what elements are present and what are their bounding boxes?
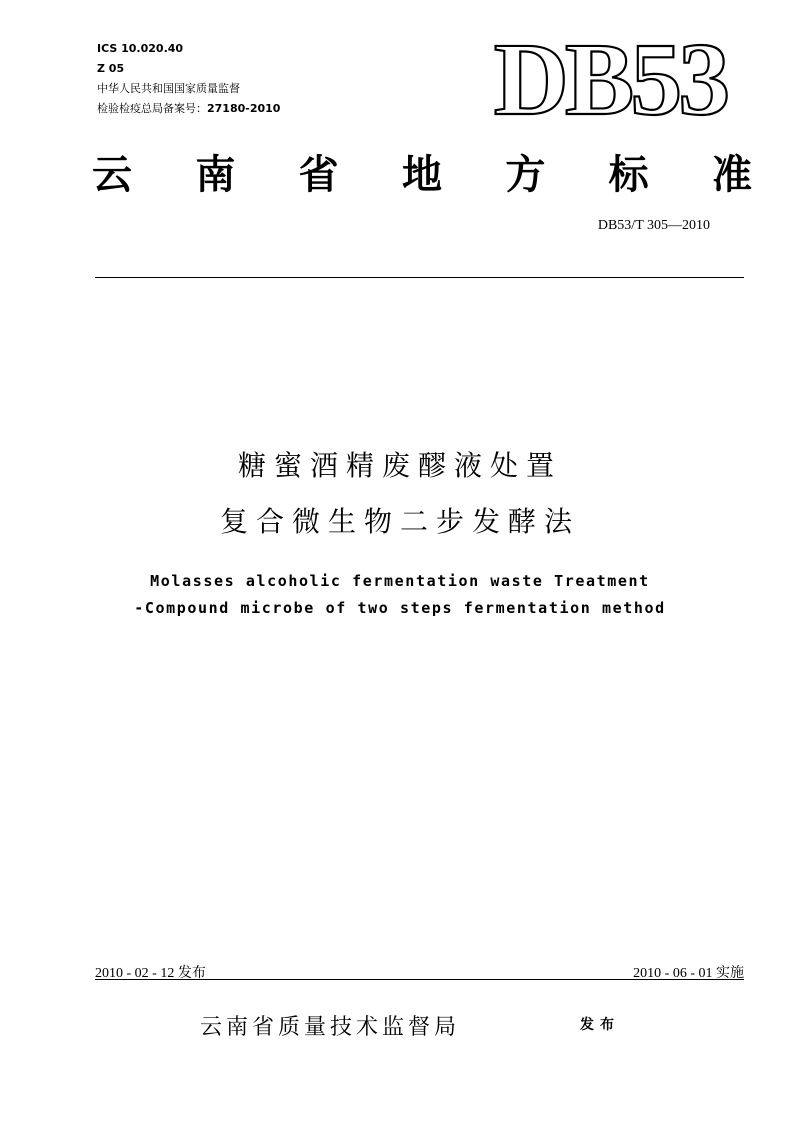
issuing-authority: 云南省质量技术监督局 — [200, 1015, 461, 1040]
standard-type-char: 地 — [401, 151, 442, 198]
ics-code: ICS 10.020.40 — [97, 42, 184, 55]
standard-type-char: 云 — [92, 151, 132, 198]
record-label: 检验检疫总局备案号： — [97, 102, 207, 115]
standard-code: DB53/T 305—2010 — [597, 218, 710, 233]
logo-text: DB53 — [493, 28, 727, 128]
header-divider — [95, 277, 744, 278]
standard-type-char: 南 — [195, 151, 236, 198]
standard-type-char: 方 — [505, 151, 546, 198]
title-cn-line2: 复合微生物二步发酵法 — [219, 505, 580, 538]
standard-type-char: 省 — [298, 151, 339, 198]
standard-type-title — [92, 150, 752, 200]
title-en-line2: -Compound microbe of two steps fermentation method — [134, 599, 666, 617]
authority-name: 中华人民共和国国家质量监督 — [97, 82, 240, 95]
title-en-line1: Molasses alcoholic fermentation waste Treatment — [150, 572, 650, 590]
category-code: Z 05 — [97, 62, 125, 75]
implement-date: 2010 - 06 - 01 实施 — [633, 966, 744, 981]
record-line — [97, 102, 280, 116]
standard-type-char: 准 — [711, 151, 752, 198]
record-number: 27180-2010 — [207, 102, 281, 115]
footer-divider — [95, 979, 744, 980]
standard-type-char: 标 — [608, 151, 649, 198]
issue-label: 发布 — [580, 1017, 620, 1033]
db53-logo — [470, 28, 750, 128]
title-cn-line1: 糖蜜酒精废醪液处置 — [237, 449, 562, 482]
publish-date: 2010 - 02 - 12 发布 — [95, 966, 206, 981]
